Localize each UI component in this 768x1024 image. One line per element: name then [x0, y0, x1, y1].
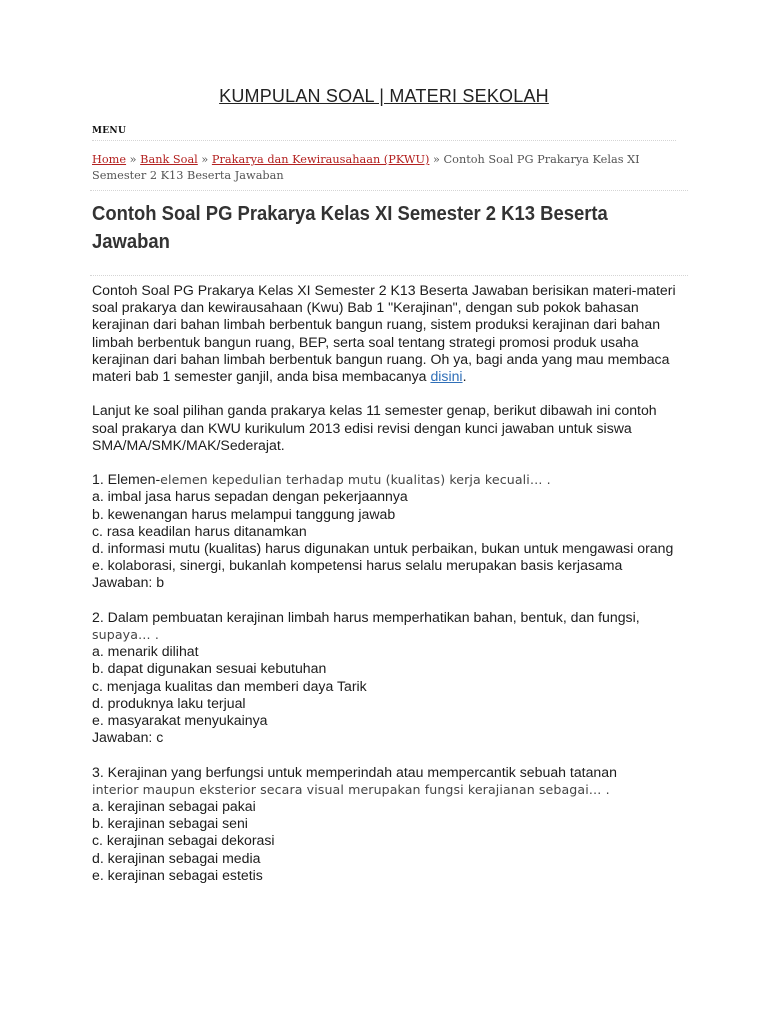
breadcrumb-category-link[interactable]: Prakarya dan Kewirausahaan (PKWU) — [211, 153, 430, 166]
title-divider — [90, 275, 688, 276]
question-text: 3. Kerajinan yang berfungsi untuk memperindah atau mempercantik sebuah tatanan — [92, 763, 617, 780]
question-3 — [92, 764, 682, 884]
option: e. kolaborasi, sinergi, bukanlah kompetensi harus selalu merupakan basis kerjasama — [92, 557, 623, 574]
answer: Jawaban: c — [92, 729, 164, 746]
option: a. menarik dilihat — [92, 643, 199, 660]
option: b. kewenangan harus melampui tanggung jawab — [92, 505, 396, 522]
breadcrumb-separator: » — [429, 153, 444, 166]
menu-bar — [92, 120, 676, 141]
menu-button[interactable]: MENU — [92, 126, 127, 136]
option: c. kerajinan sebagai dekorasi — [92, 832, 275, 849]
option: e. masyarakat menyukainya — [92, 712, 268, 729]
question-1 — [92, 471, 682, 591]
question-text — [92, 471, 682, 488]
question-continuation: interior maupun eksterior secara visual merupakan fungsi kerajianan sebagai… . — [92, 781, 610, 797]
question-main: 1. Elemen- — [92, 471, 161, 488]
breadcrumb-separator: » — [126, 153, 141, 166]
option: b. dapat digunakan sesuai kebutuhan — [92, 660, 327, 677]
option: e. kerajinan sebagai estetis — [92, 866, 263, 883]
question-continuation: elemen kepedulian terhadap mutu (kualitas) kerja kecuali… . — [160, 472, 551, 488]
question-text: 2. Dalam pembuatan kerajinan limbah harus memperhatikan bahan, bentuk, dan fungsi, — [92, 608, 640, 625]
intro-paragraph — [92, 282, 682, 385]
post-body — [92, 282, 682, 884]
question-continuation: supaya… . — [92, 627, 159, 643]
intro-text: Contoh Soal PG Prakarya Kelas XI Semester 2 K13 Beserta Jawaban berisikan materi-materi soal prakarya dan kewirausahaan (Kwu) Bab 1 "Kerajinan", dengan sub pokok bahasan kerajinan dari bahan limbah berbentuk bangun ruang, sistem produksi kerajinan dari bahan limbah berbentuk bangun ruang, BEP, serta soal tentang strategi promosi produk usaha kerajinan dari bahan limbah berbentuk bangun ruang. Oh ya, bagi anda yang mau membaca materi bab 1 semester ganjil, anda bisa membacanya — [92, 282, 676, 385]
breadcrumb-divider — [90, 190, 688, 191]
breadcrumb-home-link[interactable]: Home — [92, 153, 127, 166]
option: b. kerajinan sebagai seni — [92, 815, 248, 832]
disini-link[interactable]: disini — [430, 368, 463, 385]
answer: Jawaban: b — [92, 574, 165, 591]
intro-end: . — [462, 368, 467, 385]
question-2 — [92, 609, 682, 747]
breadcrumb-bank-soal-link[interactable]: Bank Soal — [140, 153, 198, 166]
breadcrumb-current: Contoh Soal PG Prakarya Kelas XI Semester 2 K13 Beserta Jawaban — [92, 153, 640, 182]
option: a. kerajinan sebagai pakai — [92, 798, 256, 815]
paragraph-2: Lanjut ke soal pilihan ganda prakarya kelas 11 semester genap, berikut dibawah ini contoh soal prakarya dan KWU kurikulum 2013 edisi revisi dengan kunci jawaban untuk siswa SMA/MA/SMK/MAK/Sederajat. — [92, 402, 657, 453]
option: a. imbal jasa harus sepadan dengan pekerjaannya — [92, 488, 408, 505]
breadcrumb-separator: » — [197, 153, 212, 166]
option: c. rasa keadilan harus ditanamkan — [92, 522, 307, 539]
option: d. kerajinan sebagai media — [92, 849, 261, 866]
post-title: Contoh Soal PG Prakarya Kelas XI Semester 2 K13 Beserta Jawaban — [92, 202, 608, 253]
option: d. produknya laku terjual — [92, 694, 246, 711]
option: d. informasi mutu (kualitas) harus digunakan untuk perbaikan, bukan untuk mengawasi orang — [92, 540, 674, 557]
option: c. menjaga kualitas dan memberi daya Tarik — [92, 677, 367, 694]
breadcrumb — [92, 152, 682, 184]
site-title[interactable]: KUMPULAN SOAL | MATERI SEKOLAH — [219, 86, 549, 106]
